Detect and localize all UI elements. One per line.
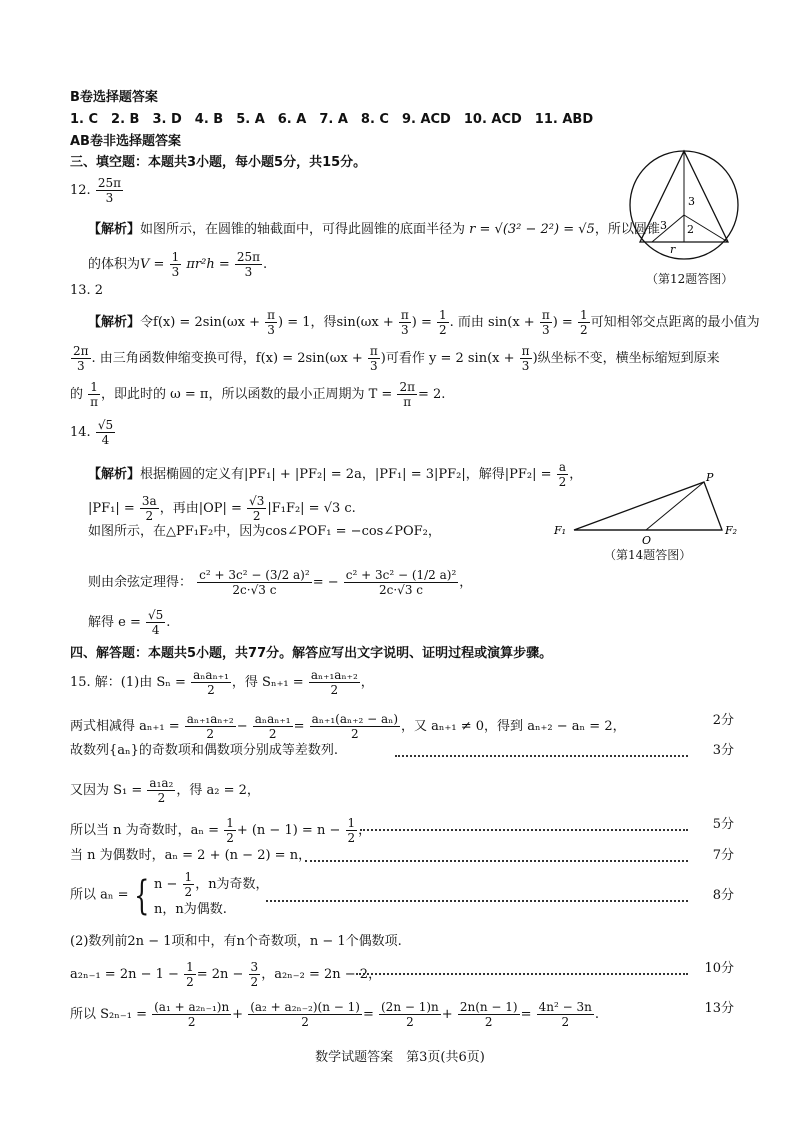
q12-answer: 12. $\frac{25\pi}{3}$ <box>70 176 121 205</box>
q15-line9: a₂ₙ₋₁ = 2n − 1 − $\frac{1}{2}$ = 2n − $\frac{3}{2}$ ，a₂ₙ₋₂ = 2n − 2， <box>70 960 382 989</box>
solve-section-title: 四、解答题：本题共5小题，共77分。解答应写出文字说明、证明过程或演算步骤。 <box>70 646 553 661</box>
q13-answer: 13. 2 <box>70 283 104 298</box>
q14-line3: 如图所示，在△PF₁F₂中，因为cos∠POF₁ = −cos∠POF₂， <box>88 524 441 539</box>
q12-cone-figure <box>628 145 740 267</box>
page-footer: 数学试题答案 第3页(共6页) <box>315 1050 485 1065</box>
q15-leader-10 <box>356 972 688 975</box>
q15-line3: 故数列{aₙ}的奇数项和偶数项分别成等差数列. <box>70 743 339 758</box>
fig12-label-2: 2 <box>687 223 694 236</box>
q13-line3: 的 $\frac{1}{\pi}$ ，即此时的 ω = π，所以函数的最小正周期为 T = $\frac{2\pi}{\pi}$ = 2. <box>70 380 446 409</box>
q15-score-2: 2分 <box>712 713 734 728</box>
q15-line4: 又因为 S₁ = $\frac{\text{a₁a₂}}{2}$ ，得 a₂ = 2， <box>70 776 260 805</box>
q12-line1: 【解析】如图所示，在圆锥的轴截面中，可得此圆锥的底面半径为 r = √(3² − 2²) = √5，所以圆锥 <box>88 222 660 237</box>
fig14-label-F2: F₂ <box>725 524 738 537</box>
q15-line8: (2)数列前2n − 1项和中，有n个奇数项，n − 1个偶数项. <box>70 934 402 949</box>
q14-line1: 【解析】根据椭圆的定义有|PF₁| + |PF₂| = 2a，|PF₁| = 3|PF₂|，解得|PF₂| = $\frac{a}{2}$ ， <box>88 460 583 489</box>
fig14-label-O: O <box>642 534 652 547</box>
ab-nonchoice-title: AB卷非选择题答案 <box>70 134 181 149</box>
q15-line2: 两式相减得 aₙ₊₁ = $\frac{\text{aₙ₊₁aₙ₊₂}}{2}$ − $\frac{\text{aₙaₙ₊₁}}{2}$ = $\frac{\text{aₙ₊₁(aₙ₊₂ − aₙ)}}{2}$ ，又 aₙ₊₁ ≠ 0，得到 aₙ₊₂ − aₙ = 2， <box>70 712 626 741</box>
fig14-label-P: P <box>706 471 714 484</box>
q15-score-10: 10分 <box>704 961 734 976</box>
b-choice-answers: 1. C 2. B 3. D 4. B 5. A 6. A 7. A 8. C 9. ACD 10. ACD 11. ABD <box>70 112 594 127</box>
q15-line7: 所以 aₙ = { n − $\frac{1}{2}$ ，n为奇数， n，n为偶数. <box>70 870 269 919</box>
q15-score-7: 7分 <box>712 848 734 863</box>
q12-caption: （第12题答图） <box>646 272 734 286</box>
q15-line10: 所以 S₂ₙ₋₁ = $\frac{\text{(a₁ + a₂ₙ₋₁)n}}{2}$ + $\frac{\text{(a₂ + a₂ₙ₋₂)(n − 1)}}{2}$ = $\frac{(2n - 1)n}{2}$ + $\frac{2n(n - 1)}{2}$ = $\frac{\text{4n² − 3n}}{2}$ . <box>70 1000 600 1029</box>
q15-leader-8 <box>266 899 688 902</box>
q15-score-5: 5分 <box>712 817 734 832</box>
fig12-label-r: r <box>670 243 676 256</box>
fig12-label-3a: 3 <box>688 195 695 208</box>
fig12-label-3b: 3 <box>660 219 667 232</box>
q15-score-8: 8分 <box>712 888 734 903</box>
q14-caption: （第14题答图） <box>604 548 692 562</box>
q15-score-13: 13分 <box>704 1001 734 1016</box>
q14-triangle-figure <box>550 470 750 550</box>
q13-line2: $\frac{2\pi}{3}$ . 由三角函数伸缩变换可得，f(x) = 2sin(ωx + $\frac{\pi}{3}$ )可看作 y = 2 sin(x + $\frac{\pi}{3}$ )纵坐标不变，横坐标缩短到原来 <box>73 344 720 373</box>
q13-line1: 【解析】令f(x) = 2sin(ωx + $\frac{\pi}{3}$ ) = 1，得sin(ωx + $\frac{\pi}{3}$ ) = $\frac{1}{2}$ . 而由 sin(x + $\frac{\pi}{3}$ ) = $\frac{1}{2}$ 可知相邻交点距离的最小值为 <box>88 308 760 337</box>
q14-line2: |PF₁| = $\frac{3a}{2}$ ，再由|OP| = $\frac{√3}{2}$ |F₁F₂| = √3 c. <box>88 494 356 523</box>
q15-score-3: 3分 <box>712 743 734 758</box>
q15-line1: 15. 解：(1)由 Sₙ = $\frac{\text{aₙaₙ₊₁}}{2}$ ，得 Sₙ₊₁ = $\frac{\text{aₙ₊₁aₙ₊₂}}{2}$ ， <box>70 668 374 697</box>
q14-line4: 则由余弦定理得： $\frac{\text{c² + 3c² − (3/2 a)²}}{2c\cdot√3 c}$ = − $\frac{\text{c² + 3c² − (1/2 a)²}}{2c\cdot√3 c}$ ， <box>88 568 473 597</box>
b-choice-title: B卷选择题答案 <box>70 90 158 105</box>
q15-line6: 当 n 为偶数时，aₙ = 2 + (n − 2) = n， <box>70 848 312 863</box>
q15-line5: 所以当 n 为奇数时，aₙ = $\frac{1}{2}$ + (n − 1) = n − $\frac{1}{2}$ ， <box>70 816 372 845</box>
fig14-label-F1: F₁ <box>554 524 567 537</box>
q15-leader-7 <box>305 859 688 862</box>
q15-leader-5 <box>360 828 688 831</box>
q14-answer: 14. $\frac{√5}{4}$ <box>70 418 114 447</box>
fill-section-title: 三、填空题：本题共3小题，每小题5分，共15分。 <box>70 155 367 170</box>
q14-line5: 解得 e = $\frac{√5}{4}$ . <box>88 608 171 637</box>
q15-leader-3 <box>395 754 688 757</box>
q12-line2: 的体积为V = $\frac{1}{3}$ πr²h = $\frac{25\pi}{3}$ . <box>88 250 268 279</box>
